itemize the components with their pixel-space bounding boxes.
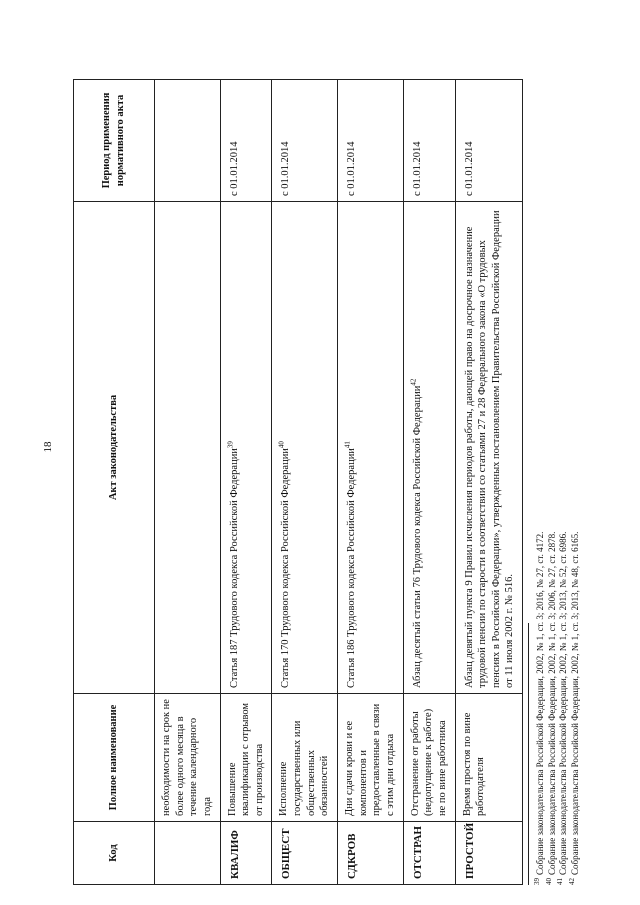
footnote-list (535, 95, 582, 885)
row-act-text: Статья 170 Трудового кодекса Российской Федерации (280, 448, 292, 688)
footnote-divider (528, 623, 529, 885)
row-act (455, 202, 523, 694)
table-row (155, 80, 221, 885)
row-period (155, 80, 221, 202)
row-act (272, 202, 338, 694)
row-code: ОТСТРАН (403, 822, 455, 885)
row-act-text: Абзац девятый пункта 9 Правил исчисления периодов работы, дающей право на досрочное назначение трудовой пенсии по старости в соответствии со статьями 27 и 28 Федерального закона «О трудовых пенсиях в Российской Федерации», утвержденных постановлением Правительства Российской Федерации от 11 июля 2002 г. № 516. (463, 210, 516, 688)
footnote-text: Собрание законодательства Российской Федерации, 2002, № 1, ст. 3; 2013, № 48, ст. 6165. (570, 531, 581, 875)
table-body (155, 80, 523, 885)
table-row (403, 80, 455, 885)
footnote-number: 42 (568, 878, 577, 885)
table-row (220, 80, 272, 885)
table-header-row (74, 80, 155, 885)
footnote (558, 95, 570, 885)
row-full-name: Время простоя по вине работодателя (455, 694, 523, 822)
footnote-number: 40 (544, 878, 553, 885)
row-act (155, 202, 221, 694)
footnote (544, 95, 559, 885)
footnote-ref: 40 (277, 441, 286, 449)
footnote-number: 39 (533, 878, 541, 885)
footnote-text: Собрание законодательства Российской Федерации, 2002, № 1, ст. 3; 2006, № 27, ст. 2878. (546, 531, 557, 875)
row-full-name: Отстранение от работы (недопущение к работе) не по вине работника (403, 694, 455, 822)
row-full-name: Исполнение государственных или общественных обязанностей (272, 694, 338, 822)
row-full-name: Повышение квалификации с отрывом от производства (220, 694, 272, 822)
row-act-text: Статья 186 Трудового кодекса Российской Федерации (346, 448, 358, 688)
footnote-text: Собрание законодательства Российской Федерации, 2002, № 1, ст. 3; 2016, № 27, ст. 4172. (535, 531, 545, 875)
row-code: КВАЛИФ (220, 822, 272, 885)
table-row (455, 80, 523, 885)
footnote-number: 41 (556, 878, 565, 885)
header-code: Код (74, 822, 155, 885)
row-code: ПРОСТОЙ (455, 822, 523, 885)
table-row (338, 80, 404, 885)
row-code (155, 822, 221, 885)
row-full-name: необходимости на срок не более одного месяца в течение календарного года (155, 694, 221, 822)
row-period: с 01.01.2014 (403, 80, 455, 202)
row-act-text: Статья 187 Трудового кодекса Российской Федерации (228, 448, 240, 688)
row-period: с 01.01.2014 (220, 80, 272, 202)
footnote-ref: 39 (226, 441, 235, 449)
row-act (220, 202, 272, 694)
footnote-text: Собрание законодательства Российской Федерации, 2002, № 1, ст. 3; 2013, № 52, ст. 6986. (558, 531, 569, 875)
row-period: с 01.01.2014 (272, 80, 338, 202)
row-act (403, 202, 455, 694)
row-code: ОБЩЕСТ (272, 822, 338, 885)
row-act-text: Абзац десятый статьи 76 Трудового кодекса Российской Федерации (411, 385, 423, 688)
footnote (535, 95, 547, 885)
footnotes (528, 95, 582, 885)
legislation-table (73, 79, 523, 885)
header-period: Период применения нормативного акта (74, 80, 155, 202)
header-full-name: Полное наименование (74, 694, 155, 822)
footnote-ref: 42 (409, 378, 418, 386)
footnote-ref: 41 (343, 441, 352, 449)
header-act: Акт законодательства (74, 202, 155, 694)
row-code: СДКРОВ (338, 822, 404, 885)
table-row (272, 80, 338, 885)
row-period: с 01.01.2014 (455, 80, 523, 202)
footnote (570, 95, 582, 885)
row-act (338, 202, 404, 694)
row-period: с 01.01.2014 (338, 80, 404, 202)
row-full-name: Дни сдачи крови и ее компонентов и предоставленные в связи с этим дни отдыха (338, 694, 404, 822)
page-number: 18 (42, 441, 54, 453)
